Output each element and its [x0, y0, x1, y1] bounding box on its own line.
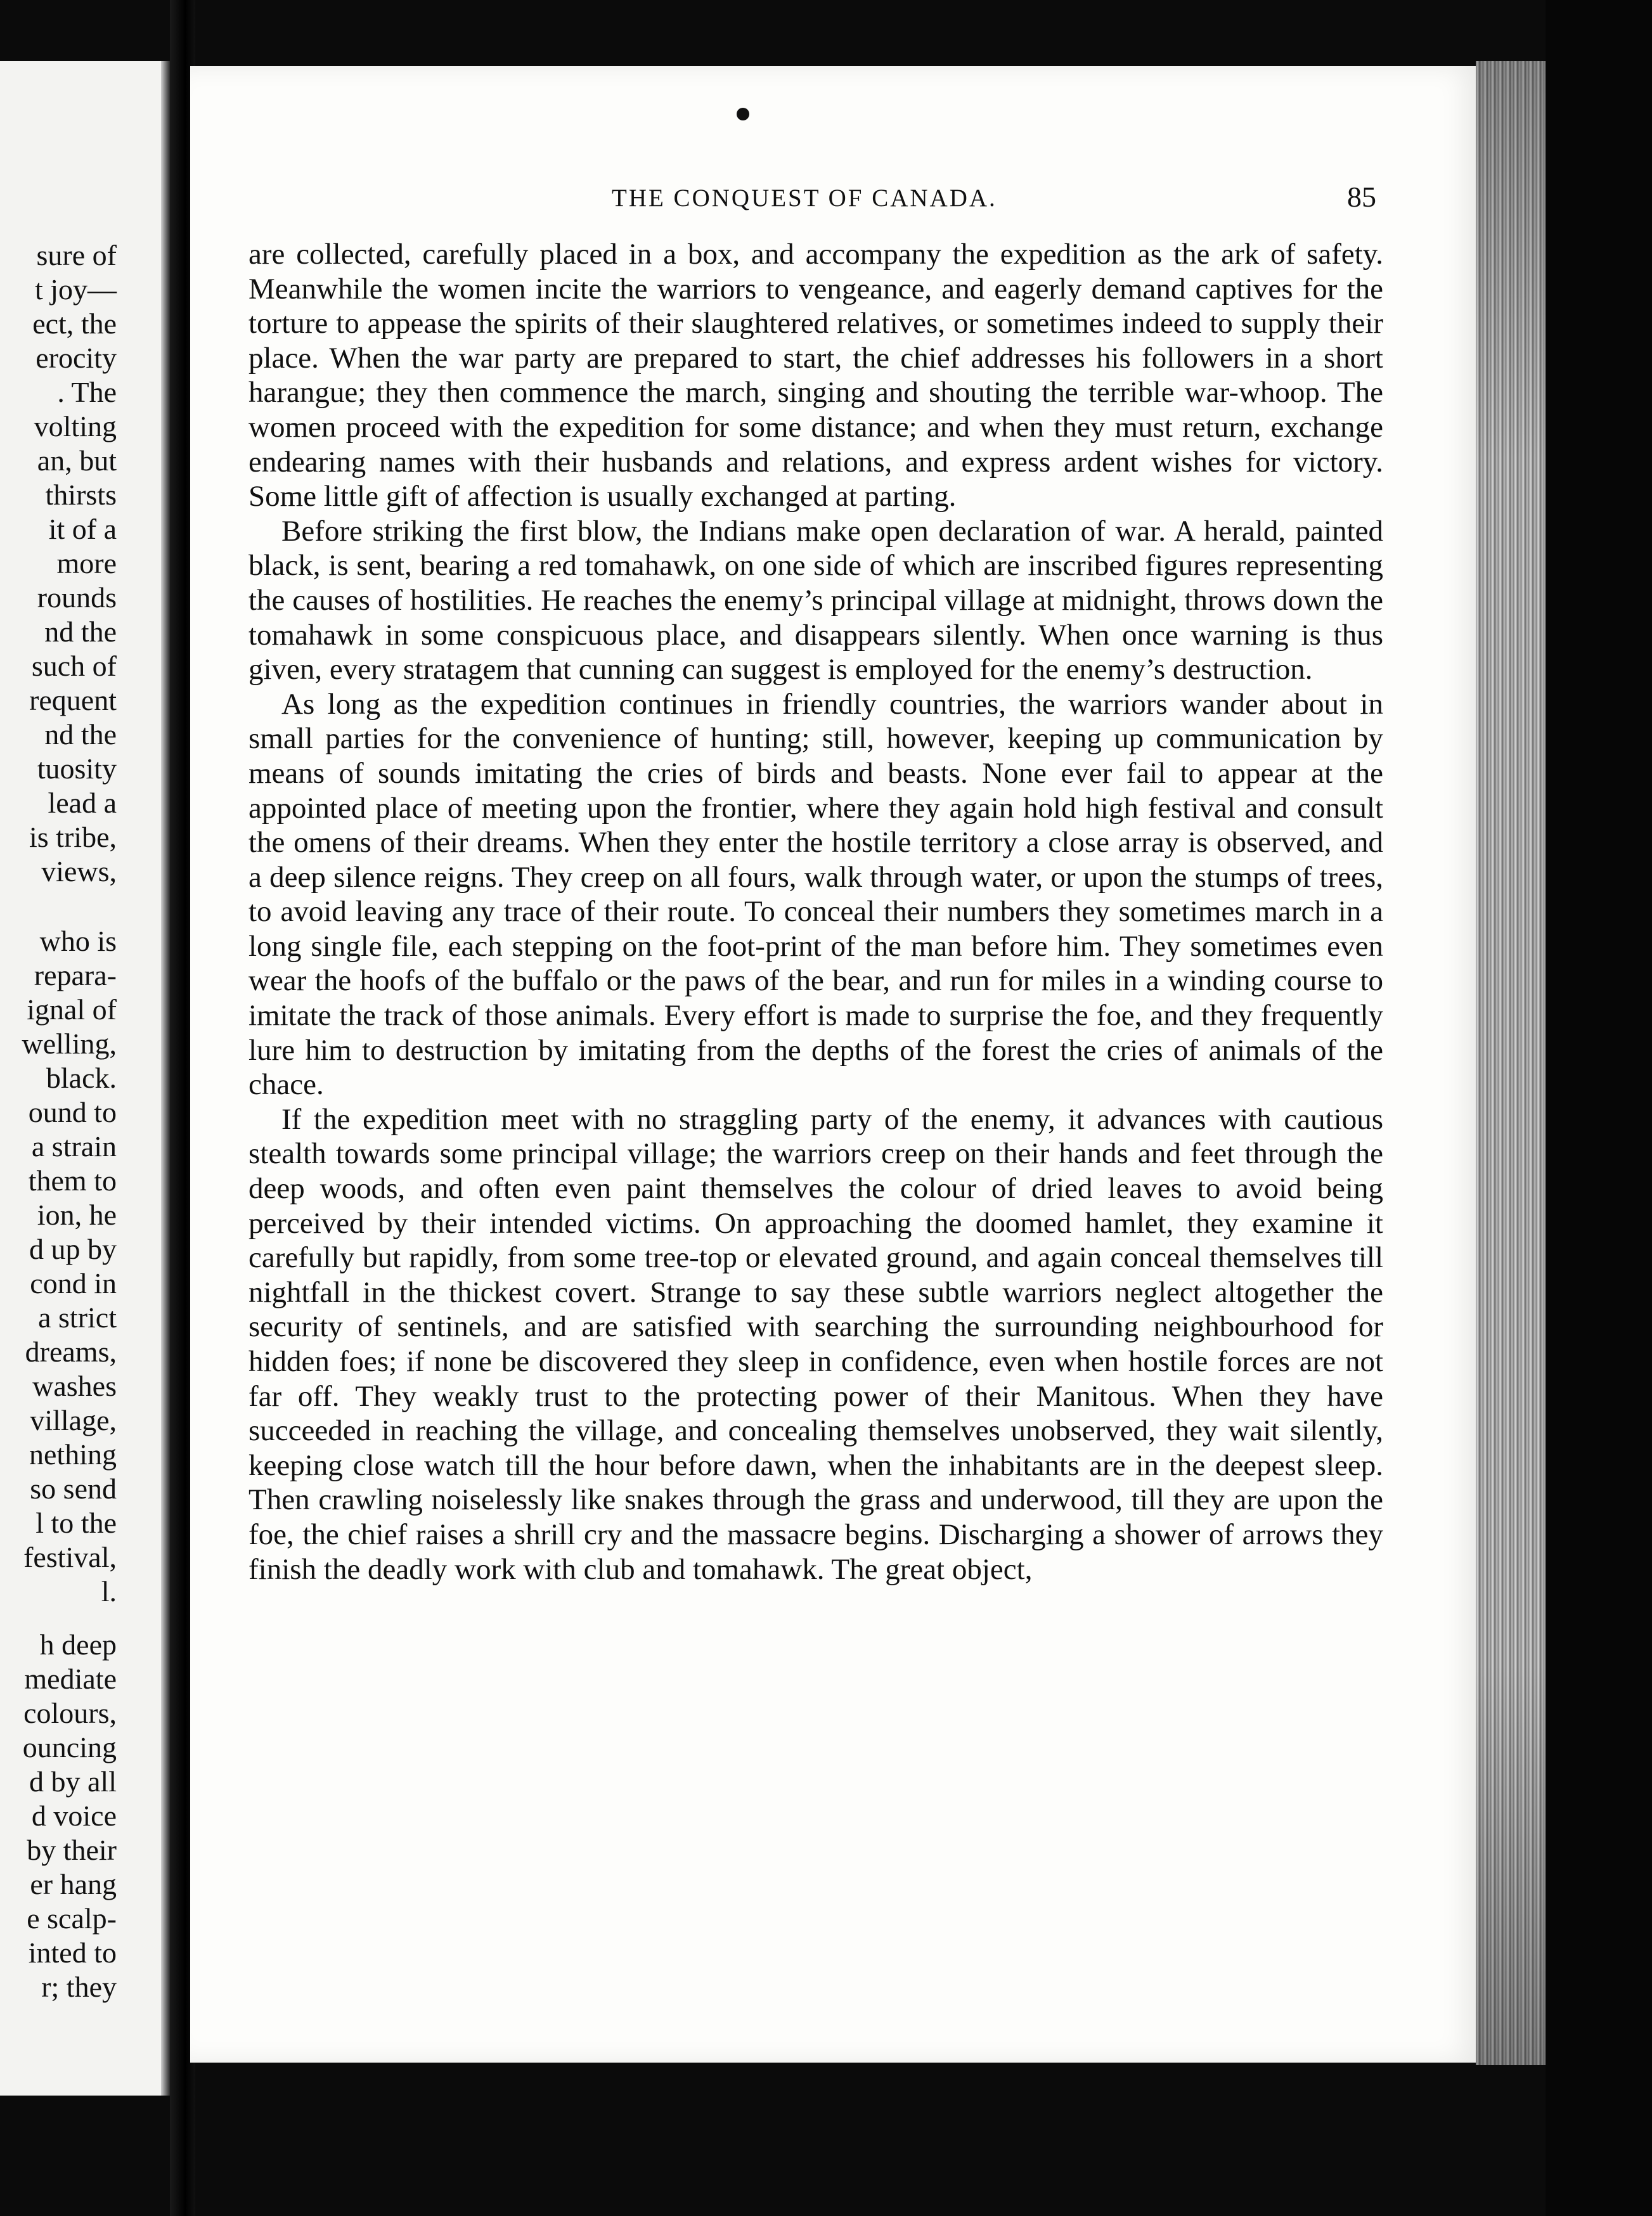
left-page-line: black.: [46, 1062, 117, 1094]
left-page-line: ouncing: [22, 1731, 117, 1763]
left-page-line: h deep: [39, 1628, 117, 1661]
left-page-line: ound to: [28, 1096, 117, 1128]
left-page-line: requent: [29, 684, 117, 716]
left-page-line: them to: [28, 1164, 117, 1197]
left-page-edge: [161, 61, 170, 2096]
left-page-line: repara-: [34, 959, 117, 991]
left-page-line: dreams,: [25, 1336, 117, 1368]
left-page-line: welling,: [22, 1027, 117, 1060]
left-page-line: mediate: [24, 1663, 117, 1695]
left-page-line: a strain: [31, 1130, 117, 1163]
left-page-line: by their: [27, 1834, 117, 1866]
left-page-line: more: [56, 547, 117, 579]
left-page-line: er hang: [30, 1868, 117, 1900]
left-page-line: inted to: [28, 1936, 117, 1969]
left-page-line: r; they: [41, 1971, 117, 2003]
left-page-line: d by all: [29, 1765, 117, 1798]
left-page-line: erocity: [35, 342, 117, 374]
left-page-line: ignal of: [27, 993, 117, 1026]
body-text: [248, 237, 1383, 1587]
running-head: THE CONQUEST OF CANADA.: [612, 184, 997, 212]
left-facing-page: [0, 61, 170, 2096]
left-page-line: volting: [34, 410, 117, 442]
left-page-line: such of: [31, 650, 117, 682]
left-page-line: l to the: [35, 1507, 117, 1539]
paragraph: Before striking the first blow, the Indians make open declaration of war. A herald, painted black, is sent, bearing a red tomahawk, on one side of which are inscribed figures representing the causes of hostilities. He reaches the enemy’s principal village at midnight, throws down the tomahawk in some conspicuous place, and disappears silently. When once warning is thus given, every stratagem that cunning can suggest is employed for the enemy’s destruction.: [248, 514, 1383, 686]
left-page-line: is tribe,: [29, 821, 117, 853]
left-page-line: nd the: [44, 615, 117, 648]
left-page-line: nd the: [44, 718, 117, 750]
left-page-line: thirsts: [45, 479, 117, 511]
ink-dot: [737, 108, 749, 120]
left-page-line: e scalp-: [27, 1902, 117, 1935]
page-edges-shade: [1476, 61, 1546, 2065]
paragraph: are collected, carefully placed in a box, and accompany the expedition as the ark of safety. Meanwhile the women incite the warriors to vengeance, and eagerly demand captives for the torture to appease the spirits of their slaughtered relatives, or sometimes indeed to supply their place. When the war party are prepared to start, the chief addresses his followers in a short harangue; they then commence the march, singing and shouting the terrible war-whoop. The women proceed with the expedition for some distance; and when they must return, exchange endearing names with their husbands and relations, and express ardent wishes for victory. Some little gift of affection is usually exchanged at parting.: [248, 238, 1383, 513]
left-page-line: l.: [101, 1575, 117, 1607]
left-page-line: nething: [29, 1438, 117, 1471]
left-page-line: cond in: [30, 1267, 117, 1299]
left-page-line: t joy—: [34, 273, 117, 306]
left-page-line: colours,: [23, 1697, 117, 1729]
scan-background: [1546, 0, 1652, 2216]
left-page-line: d voice: [31, 1800, 117, 1832]
paragraph: If the expedition meet with no straggling party of the enemy, it advances with cautious stealth towards some principal village; the warriors creep on their hands and feet through the deep woods, and often even paint themselves the colour of dried leaves to avoid being perceived by their intended victims. On approaching the doomed hamlet, they examine it carefully but rapidly, from some tree-top or elevated ground, and again conceal themselves till nightfall in the thickest covert. Strange to say these subtle warriors neglect altogether the security of sentinels, and are satisfied with searching the surrounding neighbourhood for hidden foes; if none be discovered they sleep in confidence, even when hostile forces are not far off. They weakly trust to the protecting power of their Manitous. When they have succeeded in reaching the village, and concealing themselves unobserved, they wait silently, keeping close watch till the hour before dawn, when the inhabitants are in the deepest sleep. Then crawling noiselessly like snakes through the grass and underwood, till they are upon the foe, the chief raises a shrill cry and the massacre begins. Discharging a shower of arrows they finish the deadly work with club and tomahawk. The great object,: [248, 1102, 1383, 1586]
left-page-line: lead a: [48, 787, 117, 819]
left-page-line: d up by: [29, 1233, 117, 1265]
left-page-line: it of a: [48, 513, 117, 545]
paragraph: As long as the expedition continues in friendly countries, the warriors wander about in small parties for the convenience of hunting; still, however, keeping up communication by means of sounds imitating the cries of birds and beasts. None ever fail to appear at the appointed place of meeting upon the frontier, where they again hold high festival and consult the omens of their dreams. When they enter the hostile territory a close array is observed, and a deep silence reigns. They creep on all fours, walk through water, or upon the stumps of trees, to avoid leaving any trace of their route. To conceal their numbers they sometimes march in a long single file, each stepping on the foot-print of the man before him. They sometimes even wear the hoofs of the buffalo or the paws of the bear, and run for miles in a winding course to imitate the track of those animals. Every effort is made to surprise the foe, and they frequently lure him to destruction by imitating from the depths of the forest the cries of animals of the chace.: [248, 687, 1383, 1102]
left-page-line: tuosity: [37, 752, 117, 785]
left-page-line: rounds: [37, 581, 117, 614]
left-page-line: who is: [39, 925, 117, 957]
page-number: 85: [1347, 181, 1376, 213]
left-page-line: a strict: [38, 1301, 117, 1334]
left-page-line: views,: [41, 855, 117, 887]
left-page-line: sure of: [36, 239, 117, 271]
left-page-line: village,: [30, 1404, 117, 1436]
left-page-line: . The: [57, 376, 117, 408]
left-page-line: ect, the: [32, 307, 117, 340]
main-page: [190, 66, 1483, 2063]
left-page-line: an, but: [37, 444, 117, 477]
left-page-line: washes: [32, 1370, 117, 1402]
left-page-line: ion, he: [37, 1199, 117, 1231]
left-page-line: festival,: [23, 1541, 117, 1573]
left-page-line: so send: [30, 1472, 117, 1505]
